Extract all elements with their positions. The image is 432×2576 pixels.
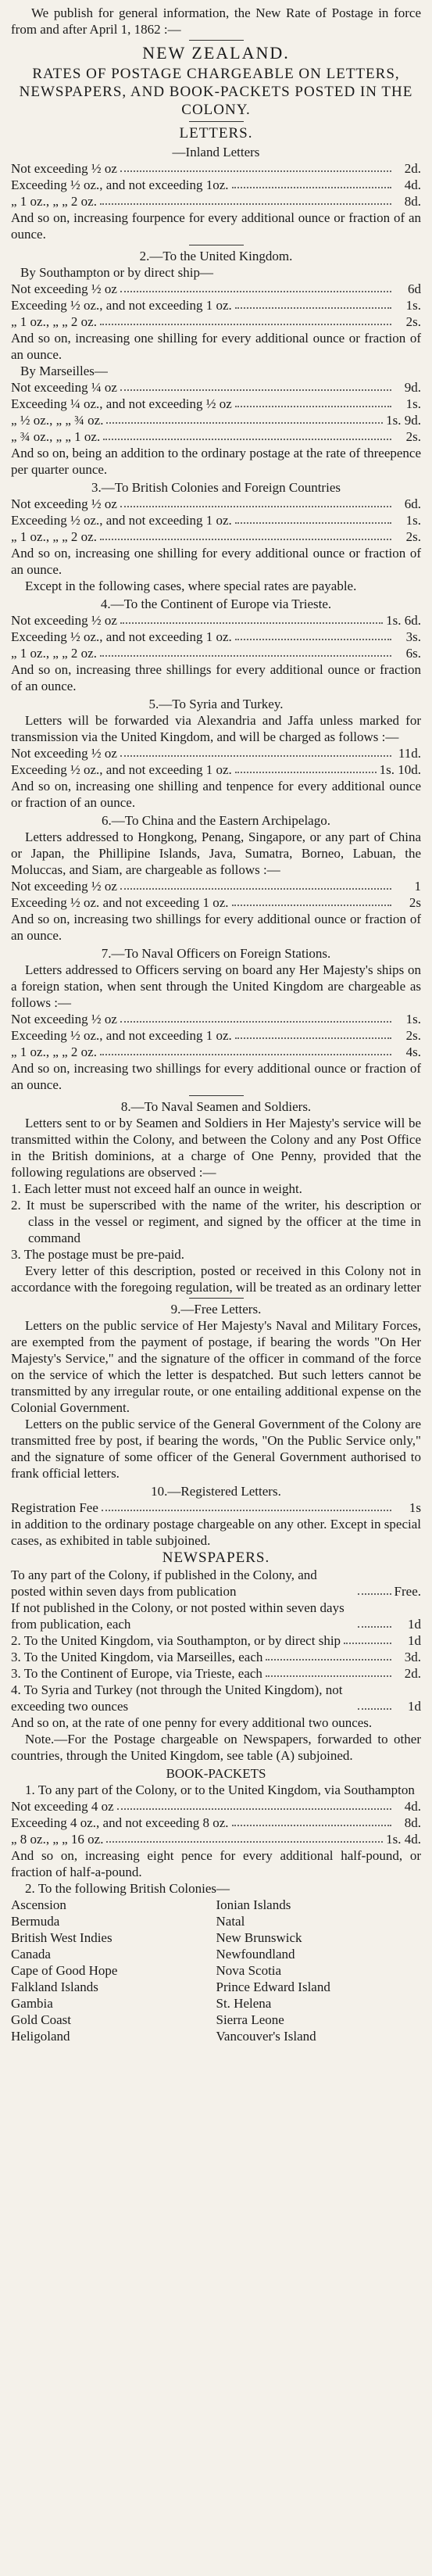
rate-row: [11, 745, 421, 761]
rate-row: [11, 629, 421, 645]
leader-dots: [232, 1815, 391, 1826]
rate-label: Not exceeding 4 oz: [11, 1799, 114, 1814]
leader-dots: [232, 177, 391, 188]
seamen-item-3: 3. The postage must be pre-paid.: [11, 1247, 185, 1262]
rate-label: Exceeding ½ oz., and not exceeding 1 oz.: [11, 762, 232, 777]
rate-price: 6s.: [405, 646, 421, 661]
rate-label: 3. To the United Kingdom, via Marseilles, each: [11, 1650, 263, 1664]
rate-row: [11, 396, 421, 412]
china-intro: Letters addressed to Hongkong, Penang, Singapore, or any part of China or Japan, the Phillipine Islands, Java, Sumatra, Borneo, Labuan, the Moluccas, and Siam, are chargeable as follows :—: [11, 829, 421, 877]
trieste-heading: 4.—To the Continent of Europe via Trieste.: [100, 597, 332, 611]
colonies-note: And so on, increasing one shilling for every additional ounce or fraction of an ounce.: [11, 546, 421, 577]
rate-price: 2s.: [405, 429, 421, 444]
leader-dots: [102, 1499, 391, 1511]
rate-row: [11, 1815, 421, 1831]
rate-price: 2d.: [404, 161, 421, 176]
rate-label: Exceeding ½ oz., and not exceeding 1 oz.: [11, 513, 232, 528]
rate-label: Not exceeding ½ oz: [11, 161, 117, 176]
rate-price: 4d.: [404, 177, 421, 192]
uk-marseilles-rates: [11, 379, 421, 445]
leader-dots: [235, 761, 377, 773]
rate-label: Not exceeding ½ oz: [11, 496, 117, 511]
trieste-rates: [11, 612, 421, 661]
rate-price: 6d.: [404, 496, 421, 511]
rate-label: Exceeding 4 oz., and not exceeding 8 oz.: [11, 1815, 229, 1830]
leader-dots: [117, 1798, 391, 1810]
rate-price: 1s. 10d.: [379, 762, 421, 777]
china-note: And so on, increasing two shillings for every additional ounce or fraction of an ounce.: [11, 912, 421, 943]
leader-dots: [232, 894, 391, 906]
colony-name: St. Helena: [216, 1996, 272, 2011]
rate-row: [11, 297, 421, 313]
leader-dots: [235, 629, 391, 640]
colony-name: Ascension: [11, 1897, 66, 1912]
rate-label: If not published in the Colony, or not posted within seven days from publication, each: [11, 1600, 345, 1632]
rate-row: [11, 612, 421, 629]
colony-name: Gold Coast: [11, 2012, 71, 2027]
leader-dots: [106, 1831, 383, 1843]
divider: [189, 1298, 244, 1299]
seamen-item-1: 1. Each letter must not exceed half an ounce in weight.: [11, 1181, 302, 1196]
leader-dots: [120, 496, 391, 507]
newspapers-note-1: And so on, at the rate of one penny for every additional two ounces.: [11, 1715, 373, 1730]
leader-dots: [358, 1626, 391, 1628]
rate-price: 2d.: [404, 1666, 421, 1681]
rate-row: [11, 878, 421, 894]
leader-dots: [100, 528, 391, 540]
rate-row: [11, 645, 421, 661]
rate-row: [11, 512, 421, 528]
rate-price: 6d: [408, 281, 421, 296]
rate-label: „ 8 oz., „ „ 16 oz.: [11, 1832, 104, 1847]
rate-row: [11, 528, 421, 545]
newspapers-note-2: Note.—For the Postage chargeable on Newspapers, forwarded to other countries, through the United Kingdom, see table (A) subjoined.: [11, 1732, 421, 1763]
colonies-except: Except in the following cases, where special rates are payable.: [25, 579, 357, 593]
inland-heading: —Inland Letters: [172, 145, 260, 159]
leader-dots: [120, 745, 391, 757]
leader-dots: [100, 193, 391, 205]
trieste-note: And so on, increasing three shillings for every additional ounce or fraction of an ounce.: [11, 662, 421, 693]
rate-label: „ 1 oz., „ „ 2 oz.: [11, 194, 97, 209]
rate-row: [11, 1600, 421, 1632]
divider: [189, 121, 244, 122]
rate-row: [11, 894, 421, 911]
colony-name: Nova Scotia: [216, 1963, 282, 1978]
syria-rates: [11, 745, 421, 778]
leader-dots: [358, 1708, 391, 1710]
leader-dots: [120, 379, 391, 391]
rate-label: „ ½ oz., „ „ ¾ oz.: [11, 413, 104, 428]
china-rates: [11, 878, 421, 911]
rate-row: [11, 379, 421, 396]
leader-dots: [235, 512, 391, 524]
rate-price: 3d.: [404, 1650, 421, 1664]
rate-price: 1s.: [405, 298, 421, 313]
book-packets-note: And so on, increasing eight pence for every additional half-pound, or fraction of half-a-pound.: [11, 1848, 421, 1879]
colony-name: Canada: [11, 1947, 51, 1962]
rate-label: Exceeding ½ oz., and not exceeding 1oz.: [11, 177, 229, 192]
rate-row: [11, 1831, 421, 1847]
colony-name: Bermuda: [11, 1914, 60, 1929]
rate-price: 1s. 9d.: [386, 413, 421, 428]
colony-name: Vancouver's Island: [216, 2029, 316, 2044]
rate-label: Not exceeding ½ oz: [11, 1012, 117, 1026]
colony-name: Gambia: [11, 1996, 53, 2011]
rate-label: Not exceeding ¼ oz: [11, 380, 117, 395]
uk-southampton-rates: [11, 281, 421, 330]
rate-row: [11, 1027, 421, 1044]
seamen-heading: 8.—To Naval Seamen and Soldiers.: [120, 1099, 312, 1114]
book-packets-heading: BOOK-PACKETS: [166, 1766, 266, 1781]
inland-rates: [11, 160, 421, 210]
rate-label: Not exceeding ½ oz: [11, 613, 117, 628]
rate-label: Not exceeding ½ oz: [11, 281, 117, 296]
colonies-heading: 3.—To British Colonies and Foreign Countries: [91, 480, 341, 495]
rate-price: 1d: [408, 1617, 421, 1632]
colony-name: Ionian Islands: [216, 1897, 291, 1912]
rate-label: Not exceeding ½ oz: [11, 746, 117, 761]
rate-label: Not exceeding ½ oz: [11, 879, 117, 894]
uk-heading: 2.—To the United Kingdom.: [139, 249, 293, 263]
rate-row: [11, 1011, 421, 1027]
colony-name: Natal: [216, 1914, 245, 1929]
rate-price: 1s.: [405, 513, 421, 528]
syria-note: And so on, increasing one shilling and tenpence for every additional ounce or fraction of an ounce.: [11, 779, 421, 810]
uk-note-1: And so on, increasing one shilling for every additional ounce or fraction of an ounce.: [11, 331, 421, 362]
rate-row: [11, 1567, 421, 1600]
divider: [189, 40, 244, 41]
rate-row: [11, 496, 421, 512]
registered-note: in addition to the ordinary postage chargeable on any other. Except in special cases, as exhibited in table subjoined.: [11, 1517, 421, 1548]
rate-price: 1d: [408, 1633, 421, 1648]
book-packets-intro: 1. To any part of the Colony, or to the United Kingdom, via Southampton: [25, 1782, 415, 1797]
rate-label: „ ¾ oz., „ „ 1 oz.: [11, 429, 101, 444]
rate-label: Exceeding ½ oz. and not exceeding 1 oz.: [11, 895, 229, 910]
rate-price: 8d.: [404, 1815, 421, 1830]
newspapers-rates: [11, 1567, 421, 1714]
leader-dots: [100, 1044, 391, 1055]
rate-price: 2s.: [405, 1028, 421, 1043]
rate-label: „ 1 oz., „ „ 2 oz.: [11, 646, 97, 661]
colonies-list-left: [11, 1897, 216, 2044]
syria-heading: 5.—To Syria and Turkey.: [148, 697, 284, 711]
intro-paragraph: We publish for general information, the New Rate of Postage in force from and after April 1, 1862 :—: [11, 5, 421, 37]
rate-price: 9d.: [404, 380, 421, 395]
leader-dots: [266, 1675, 391, 1677]
colony-name: Sierra Leone: [216, 2012, 284, 2027]
rate-price: 1s. 4d.: [386, 1832, 421, 1847]
china-heading: 6.—To China and the Eastern Archipelago.: [102, 813, 330, 828]
rate-label: 3. To the Continent of Europe, via Trieste, each: [11, 1666, 262, 1681]
rate-row: [11, 281, 421, 297]
rate-label: 4. To Syria and Turkey (not through the United Kingdom), not exceeding two ounces: [11, 1682, 343, 1714]
leader-dots: [120, 878, 391, 890]
uk-marseilles-label: By Marseilles—: [20, 364, 108, 378]
rate-price: 4d.: [404, 1799, 421, 1814]
colony-name: Falkland Islands: [11, 1979, 98, 1994]
leader-dots: [103, 428, 391, 440]
rate-row: [11, 1798, 421, 1815]
rate-label: Exceeding ½ oz., and not exceeding 1 oz.: [11, 298, 232, 313]
page-subtitle: RATES OF POSTAGE CHARGEABLE ON LETTERS, NEWSPAPERS, AND BOOK-PACKETS POSTED IN THE COLONY.: [19, 66, 413, 118]
rate-label: „ 1 oz., „ „ 2 oz.: [11, 1044, 97, 1059]
leader-dots: [358, 1593, 391, 1595]
rate-price: 8d.: [404, 194, 421, 209]
inland-note: And so on, increasing fourpence for every additional ounce or fraction of an ounce.: [11, 210, 421, 242]
rate-price: 11d.: [398, 746, 421, 761]
rate-price: 2s: [409, 895, 421, 910]
rate-row: [11, 428, 421, 445]
naval-officers-note: And so on, increasing two shillings for every additional ounce or fraction of an ounce.: [11, 1061, 421, 1092]
leader-dots: [235, 297, 391, 309]
uk-note-2: And so on, being an addition to the ordinary postage at the rate of threepence per quarter ounce.: [11, 446, 421, 477]
rate-row: [11, 1649, 421, 1665]
leader-dots: [120, 1011, 391, 1023]
free-paragraph-1: Letters on the public service of Her Majesty's Naval and Military Forces, are exempted from the payment of postage, if bearing the words "On Her Majesty's Service," and the signature of the officer in command of the force on the service of which the letter is despatched. But such letters cannot be transmitted by any irregular route, or one entailing additional expense on the Colonial Government.: [11, 1318, 421, 1415]
colony-name: Newfoundland: [216, 1947, 295, 1962]
naval-officers-rates: [11, 1011, 421, 1060]
rate-price: Free.: [394, 1584, 421, 1599]
leader-dots: [266, 1659, 391, 1661]
divider: [189, 1095, 244, 1096]
rate-row: [11, 177, 421, 193]
colonies-list-right: [216, 1897, 422, 2044]
rate-label: „ 1 oz., „ „ 2 oz.: [11, 314, 97, 329]
book-packets-rates: [11, 1798, 421, 1847]
rate-row: [11, 160, 421, 177]
newspapers-heading: NEWSPAPERS.: [162, 1550, 270, 1566]
seamen-intro: Letters sent to or by Seamen and Soldiers in Her Majesty's service will be transmitted within the Colony, and between the Colony and any Post Office in the British dominions, at a charge of One Penny, provided that the following regulations are observed :—: [11, 1116, 421, 1180]
seamen-note: Every letter of this description, posted or received in this Colony not in accordance with the foregoing regulation, will be treated as an ordinary letter: [11, 1263, 421, 1295]
page-title: NEW ZEALAND.: [142, 43, 290, 63]
rate-row: [11, 1682, 421, 1714]
rate-price: 1s: [409, 1500, 421, 1515]
registered-heading: 10.—Registered Letters.: [151, 1484, 281, 1499]
rate-price: 1s.: [405, 396, 421, 411]
leader-dots: [235, 396, 391, 407]
leader-dots: [120, 160, 391, 172]
colony-name: New Brunswick: [216, 1930, 302, 1945]
rate-label: Exceeding ½ oz., and not exceeding 1 oz.: [11, 1028, 232, 1043]
leader-dots: [120, 612, 383, 624]
rate-label: 2. To the United Kingdom, via Southampton, or by direct ship: [11, 1633, 341, 1648]
rate-price: 1: [414, 879, 421, 894]
rate-price: 4s.: [405, 1044, 421, 1059]
leader-dots: [100, 313, 391, 325]
colony-name: British West Indies: [11, 1930, 112, 1945]
free-paragraph-2: Letters on the public service of the General Government of the Colony are transmitted free by post, if bearing the words, "On the Public Service only," and the signature of some officer of the General Government authorised to frank official letters.: [11, 1417, 421, 1481]
rate-label: Exceeding ¼ oz., and not exceeding ½ oz: [11, 396, 232, 411]
rate-price: 3s.: [405, 629, 421, 644]
rate-price: 1s. 6d.: [386, 613, 421, 628]
registration-fee-row: [11, 1499, 421, 1516]
rate-row: [11, 1044, 421, 1060]
rate-price: 1s.: [405, 1012, 421, 1026]
rate-label: Registration Fee: [11, 1500, 98, 1515]
naval-officers-intro: Letters addressed to Officers serving on board any Her Majesty's ships on a foreign station, when sent through the United Kingdom are chargeable as follows :—: [11, 962, 421, 1010]
rate-price: 2s.: [405, 314, 421, 329]
rate-row: [11, 1665, 421, 1682]
leader-dots: [235, 1027, 391, 1039]
rate-row: [11, 1632, 421, 1649]
rate-row: [11, 193, 421, 210]
leader-dots: [100, 645, 391, 657]
rate-label: To any part of the Colony, if published in the Colony, and posted within seven days from publication: [11, 1567, 317, 1599]
seamen-item-2: 2. It must be superscribed with the name of the writer, his description or class in the vessel or regiment, and signed by the officer at the time in command: [11, 1198, 421, 1245]
free-heading: 9.—Free Letters.: [170, 1302, 262, 1317]
rate-label: „ 1 oz., „ „ 2 oz.: [11, 529, 97, 544]
colony-name: Heligoland: [11, 2029, 70, 2044]
leader-dots: [120, 281, 391, 292]
uk-southampton-label: By Southampton or by direct ship—: [20, 265, 213, 280]
syria-intro: Letters will be forwarded via Alexandria and Jaffa unless marked for transmission via the United Kingdom, and will be charged as follows :—: [11, 713, 421, 744]
colony-name: Prince Edward Island: [216, 1979, 330, 1994]
colonies-list: [11, 1897, 421, 2044]
rate-price: 1d: [408, 1699, 421, 1714]
rate-row: [11, 761, 421, 778]
rate-price: 2s.: [405, 529, 421, 544]
book-packets-colonies-label: 2. To the following British Colonies—: [25, 1881, 230, 1896]
rate-label: Exceeding ½ oz., and not exceeding 1 oz.: [11, 629, 232, 644]
naval-officers-heading: 7.—To Naval Officers on Foreign Stations.: [101, 946, 331, 961]
rate-row: [11, 313, 421, 330]
colony-name: Cape of Good Hope: [11, 1963, 118, 1978]
leader-dots: [344, 1643, 391, 1644]
colonies-rates: [11, 496, 421, 545]
rate-row: [11, 412, 421, 428]
leader-dots: [106, 412, 383, 424]
letters-heading: LETTERS.: [179, 125, 253, 142]
